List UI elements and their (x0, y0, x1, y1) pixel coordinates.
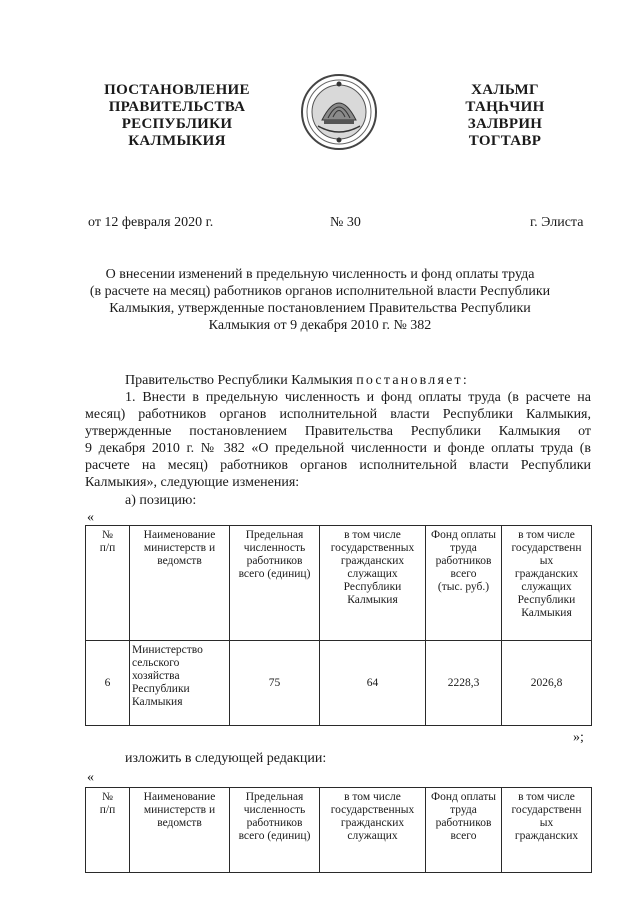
subitem-a: а) позицию: (125, 493, 197, 508)
cell-civil-staff: 64 (320, 641, 426, 726)
cell-ministry-name: Министерство сельского хозяйства Республики Калмыкия (130, 641, 230, 726)
item-1-line: утвержденные постановлением Правительства Республики Калмыкия от (85, 424, 591, 439)
header-cell-name: Наименование министерств и ведомств (130, 526, 230, 641)
header-cell-civil-staff: в том числе государственных гражданских служащих Республики Калмыкия (320, 526, 426, 641)
document-title (70, 266, 570, 334)
table-row (86, 641, 592, 726)
cell-number: 6 (86, 641, 130, 726)
document-number: № 30 (330, 215, 361, 230)
open-quote: « (87, 510, 94, 525)
org-name-line: КАЛМЫКИЯ (128, 133, 226, 149)
header-cell-total-staff: Предельная численность работников всего (единиц) (230, 526, 320, 641)
org-name-line: РЕСПУБЛИКИ (121, 116, 233, 132)
title-line: (в расчете на месяц) работников органов исполнительной власти Республики (89, 284, 551, 299)
cell-fund-civil: 2026,8 (502, 641, 592, 726)
org-name-line: ЗАЛВРИН (467, 116, 543, 132)
org-name-line: ПРАВИТЕЛЬСТВА (108, 99, 246, 115)
close-quote: »; (573, 730, 584, 745)
item-1-paragraph (85, 389, 591, 474)
item-1-last-line: Калмыкия», следующие изменения: (85, 475, 300, 490)
header-cell-fund-total: Фонд оплаты труда работников всего (тыс. руб.) (426, 526, 502, 641)
header-cell-fund-civil: в том числе государственн ых гражданских служащих Республики Калмыкия (502, 526, 592, 641)
cell-total-staff: 75 (230, 641, 320, 726)
resolution-intro (85, 372, 591, 389)
org-name-line: ПОСТАНОВЛЕНИЕ (104, 82, 250, 98)
coat-of-arms-emblem (300, 72, 378, 152)
header-cell-fund-total: Фонд оплаты труда работников всего (426, 788, 502, 873)
header-cell-number: № п/п (86, 526, 130, 641)
intro-suffix: : (462, 373, 467, 388)
org-name-line: ТАҢҺЧИН (465, 99, 545, 115)
intro-spaced: постановляет (356, 373, 463, 388)
title-line: Калмыкия, утвержденные постановлением Правительства Республики (109, 301, 531, 316)
table-header-row (86, 526, 592, 641)
document-city: г. Элиста (530, 215, 584, 230)
title-line: О внесении изменений в предельную численность и фонд оплаты труда (105, 267, 535, 282)
intro-prefix: Правительство Республики Калмыкия (125, 373, 357, 388)
header-cell-fund-civil: в том числе государственн ых гражданских (502, 788, 592, 873)
header-cell-name: Наименование министерств и ведомств (130, 788, 230, 873)
title-line: Калмыкия от 9 декабря 2010 г. № 382 (208, 318, 432, 333)
item-1-line: расчете на месяц) работников органов исполнительной власти Республики (85, 458, 591, 473)
org-name-line: ТОГТАВР (468, 133, 542, 149)
replace-instruction: изложить в следующей редакции: (125, 751, 327, 766)
cell-fund-total: 2228,3 (426, 641, 502, 726)
header-cell-number: № п/п (86, 788, 130, 873)
header-cell-total-staff: Предельная численность работников всего (единиц) (230, 788, 320, 873)
header-cell-civil-staff: в том числе государственных гражданских служащих (320, 788, 426, 873)
org-name-russian (92, 82, 262, 150)
org-name-line: ХАЛЬМГ (471, 82, 539, 98)
staffing-table-current (85, 525, 592, 726)
item-1-line: 9 декабря 2010 г. № 382 «О предельной численности и фонде оплаты труда (в (85, 441, 591, 456)
item-1-line: месяц) работников органов исполнительной власти Республики Калмыкия, (85, 407, 591, 422)
staffing-table-new (85, 787, 592, 873)
org-name-kalmyk (440, 82, 570, 150)
item-1-line: 1. Внести в предельную численность и фонд оплаты труда (в расчете на (125, 390, 591, 405)
table-header-row (86, 788, 592, 873)
open-quote-2: « (87, 770, 94, 785)
document-date: от 12 февраля 2020 г. (88, 215, 214, 230)
